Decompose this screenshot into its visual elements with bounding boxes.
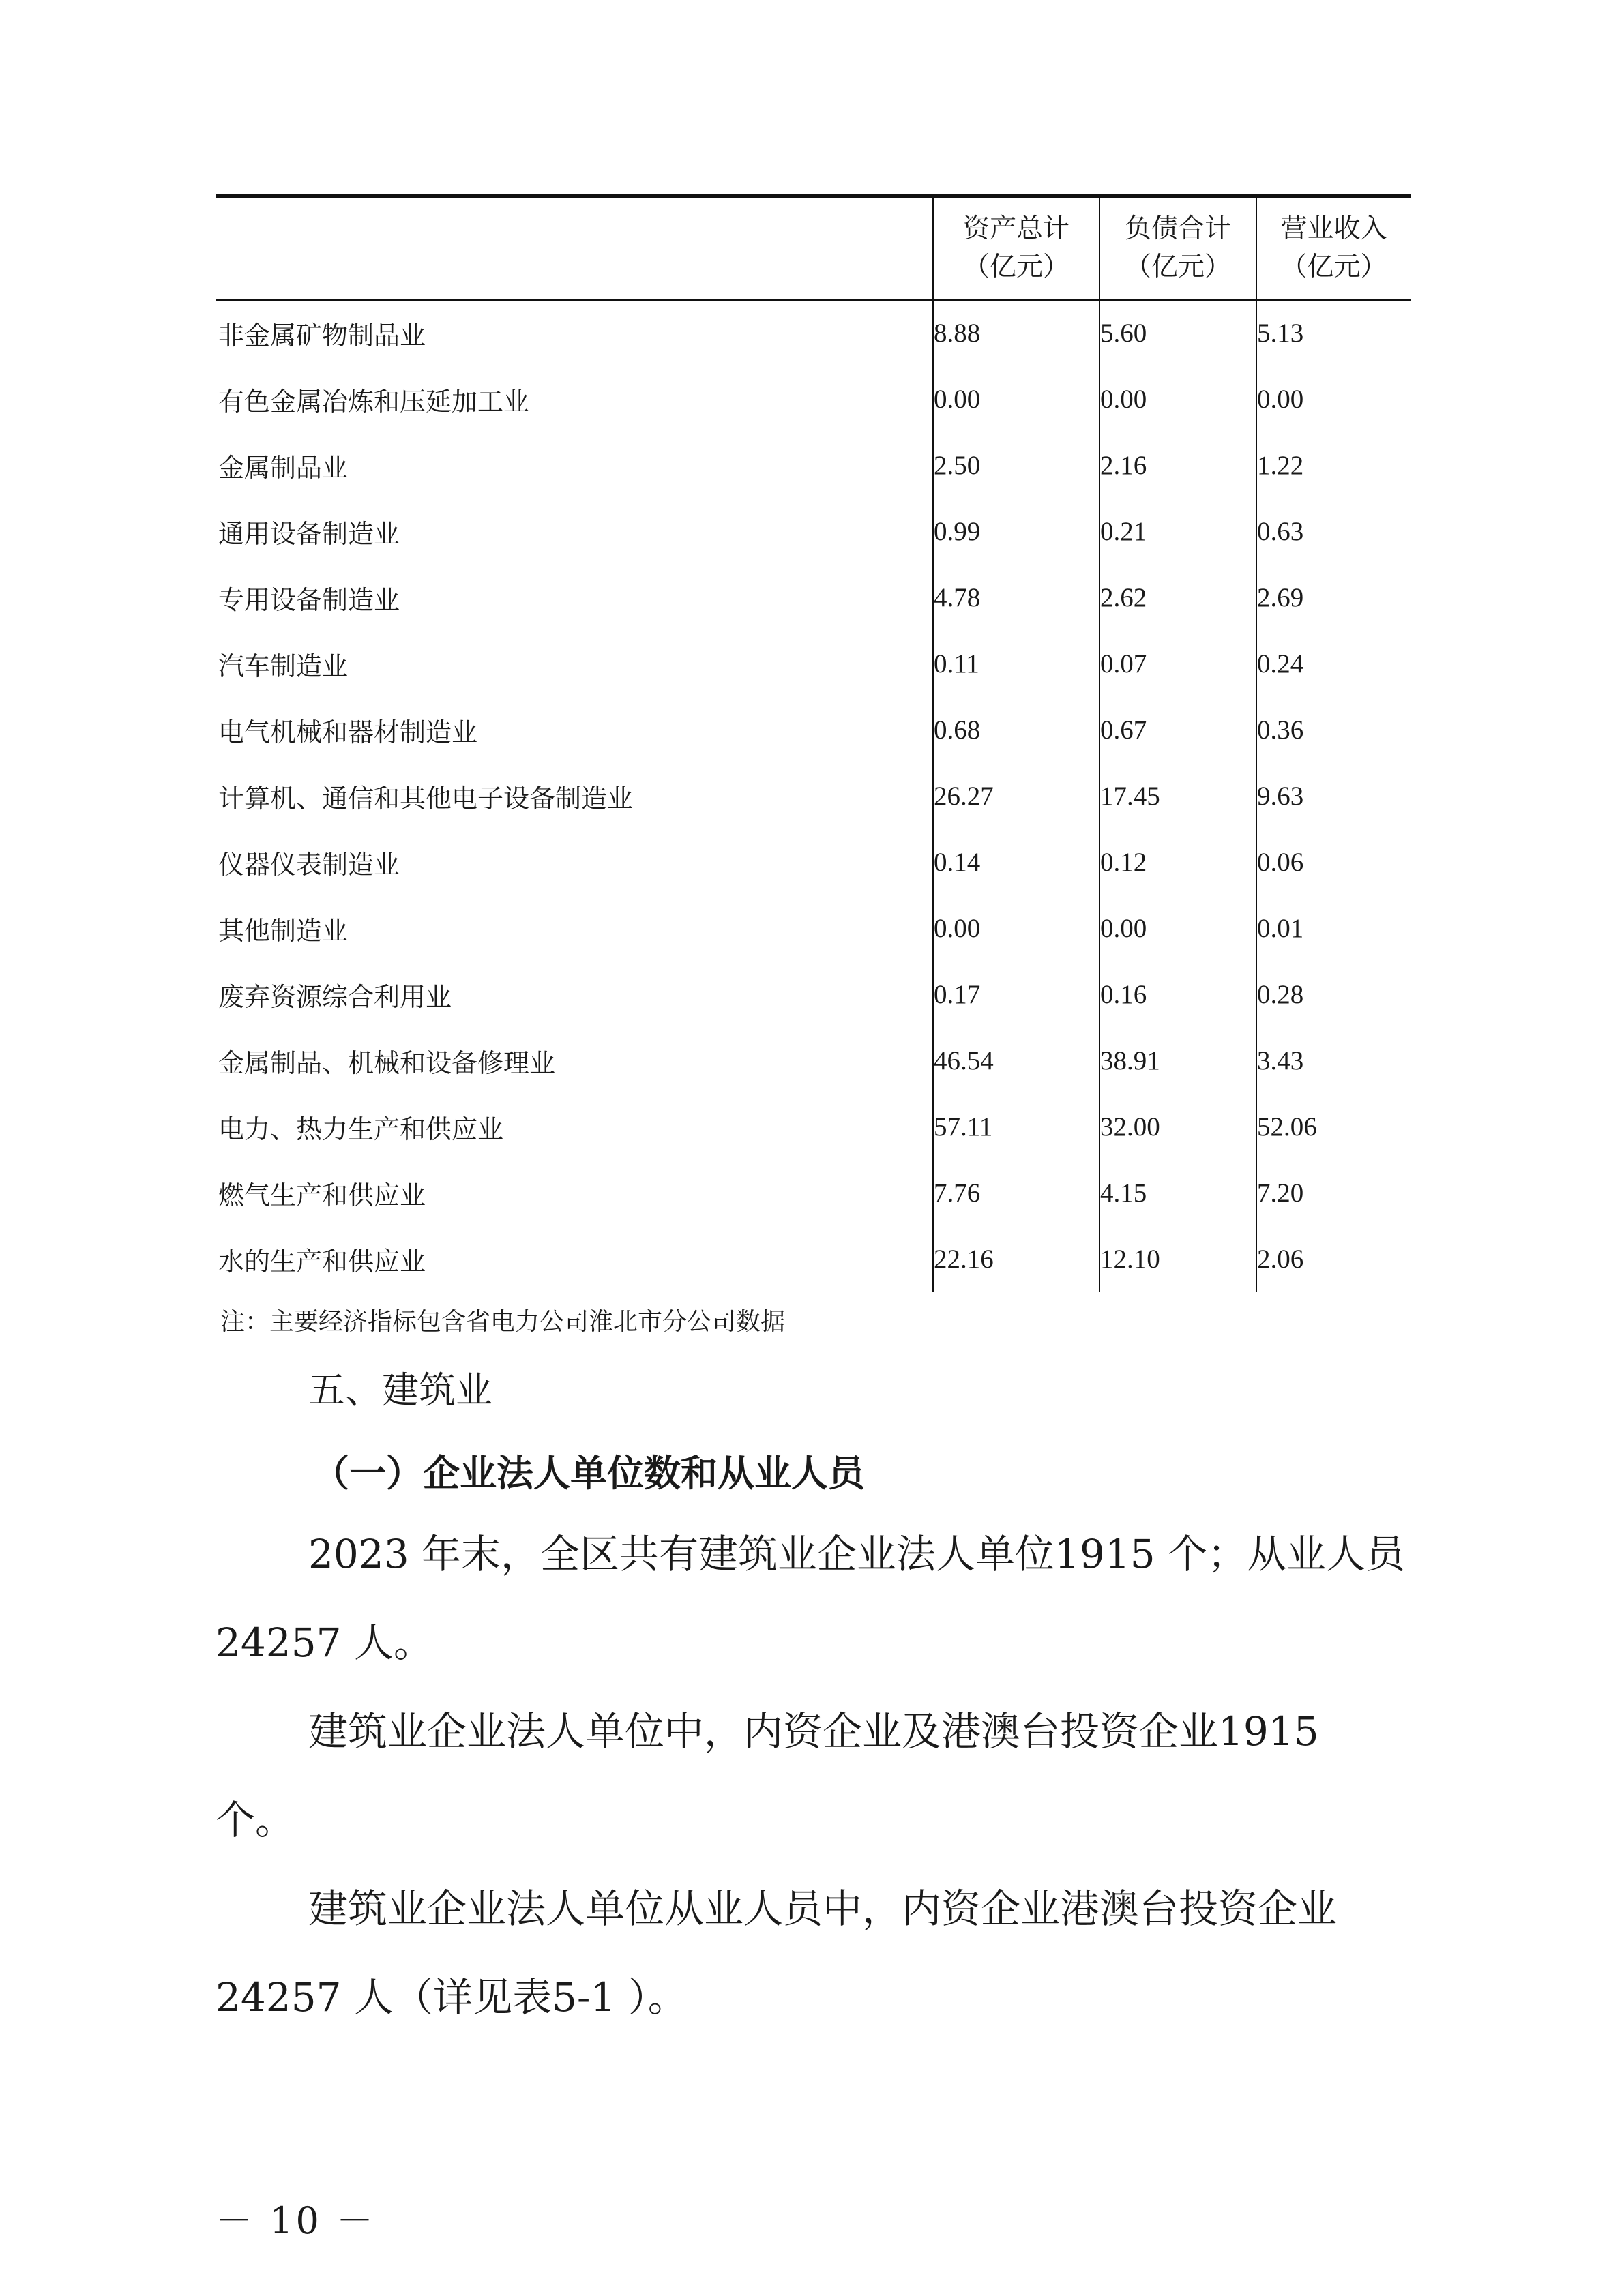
row-liabilities: 0.12 — [1099, 829, 1256, 895]
row-industry: 水的生产和供应业 — [218, 1246, 426, 1277]
row-assets: 4.78 — [933, 565, 1099, 631]
row-liabilities: 0.21 — [1099, 498, 1256, 565]
row-revenue: 0.36 — [1256, 697, 1411, 763]
row-revenue: 2.69 — [1256, 565, 1411, 631]
body-paragraph: 建筑业企业法人单位中，内资企业及港澳台投资企业1915 个。 — [216, 1708, 1319, 1843]
row-industry: 电力、热力生产和供应业 — [218, 1114, 504, 1144]
table-row — [216, 961, 1411, 1028]
row-revenue: 2.06 — [1256, 1226, 1411, 1292]
table-row — [216, 1226, 1411, 1292]
row-revenue: 1.22 — [1256, 432, 1411, 498]
row-industry: 燃气生产和供应业 — [218, 1180, 426, 1210]
row-industry: 汽车制造业 — [218, 651, 349, 681]
row-industry: 专用设备制造业 — [218, 584, 400, 615]
row-revenue: 0.63 — [1256, 498, 1411, 565]
table-row — [216, 498, 1411, 565]
row-industry: 电气机械和器材制造业 — [218, 717, 478, 747]
row-liabilities: 4.15 — [1099, 1160, 1256, 1226]
row-industry: 废弃资源综合利用业 — [218, 981, 452, 1012]
row-assets: 8.88 — [933, 300, 1099, 366]
row-revenue: 0.01 — [1256, 895, 1411, 961]
header-total-assets-unit: （亿元） — [962, 252, 1069, 282]
header-total-assets — [933, 196, 1099, 300]
row-liabilities: 0.00 — [1099, 366, 1256, 432]
row-industry: 金属制品、机械和设备修理业 — [218, 1047, 556, 1078]
row-assets: 46.54 — [933, 1028, 1099, 1094]
row-liabilities: 0.07 — [1099, 631, 1256, 697]
header-total-assets-title: 资产总计 — [962, 213, 1069, 244]
row-liabilities: 17.45 — [1099, 763, 1256, 829]
row-assets: 0.14 — [933, 829, 1099, 895]
table-footnote: 注：主要经济指标包含省电力公司淮北市分公司数据 — [220, 1308, 786, 1336]
table-row — [216, 697, 1411, 763]
row-assets: 0.68 — [933, 697, 1099, 763]
table-row — [216, 895, 1411, 961]
table-row — [216, 829, 1411, 895]
row-assets: 0.11 — [933, 631, 1099, 697]
header-total-liabilities-unit: （亿元） — [1124, 252, 1231, 282]
row-liabilities: 2.16 — [1099, 432, 1256, 498]
row-industry: 其他制造业 — [218, 915, 349, 946]
row-liabilities: 32.00 — [1099, 1094, 1256, 1160]
row-revenue: 3.43 — [1256, 1028, 1411, 1094]
table-row — [216, 432, 1411, 498]
row-revenue: 7.20 — [1256, 1160, 1411, 1226]
row-assets: 26.27 — [933, 763, 1099, 829]
industry-table-container — [216, 194, 1411, 1292]
row-industry: 计算机、通信和其他电子设备制造业 — [218, 783, 634, 814]
table-row — [216, 565, 1411, 631]
row-assets: 0.00 — [933, 366, 1099, 432]
table-row — [216, 300, 1411, 366]
row-assets: 0.17 — [933, 961, 1099, 1028]
row-assets: 2.50 — [933, 432, 1099, 498]
row-revenue: 0.00 — [1256, 366, 1411, 432]
row-assets: 0.00 — [933, 895, 1099, 961]
row-assets: 22.16 — [933, 1226, 1099, 1292]
row-liabilities: 0.00 — [1099, 895, 1256, 961]
table-row — [216, 763, 1411, 829]
row-assets: 7.76 — [933, 1160, 1099, 1226]
row-industry: 金属制品业 — [218, 452, 349, 483]
row-revenue: 0.28 — [1256, 961, 1411, 1028]
page-number: － 10 － — [216, 2199, 377, 2242]
table-row — [216, 366, 1411, 432]
header-industry — [216, 196, 933, 300]
body-paragraph: 2023 年末，全区共有建筑业企业法人单位1915 个；从业人员24257 人。 — [216, 1531, 1406, 1666]
table-body — [216, 300, 1411, 1292]
row-industry: 仪器仪表制造业 — [218, 849, 400, 880]
row-industry: 非金属矿物制品业 — [218, 320, 426, 351]
row-revenue: 52.06 — [1256, 1094, 1411, 1160]
row-revenue: 0.06 — [1256, 829, 1411, 895]
row-assets: 57.11 — [933, 1094, 1099, 1160]
row-industry: 有色金属冶炼和压延加工业 — [218, 386, 530, 417]
table-row — [216, 1094, 1411, 1160]
row-liabilities: 5.60 — [1099, 300, 1256, 366]
header-operating-revenue-unit: （亿元） — [1280, 252, 1387, 282]
row-revenue: 9.63 — [1256, 763, 1411, 829]
header-operating-revenue-title: 营业收入 — [1280, 213, 1387, 244]
industry-economic-indicators-table — [216, 194, 1411, 1292]
row-liabilities: 12.10 — [1099, 1226, 1256, 1292]
row-liabilities: 0.67 — [1099, 697, 1256, 763]
table-row — [216, 631, 1411, 697]
table-row — [216, 1160, 1411, 1226]
row-liabilities: 38.91 — [1099, 1028, 1256, 1094]
row-industry: 通用设备制造业 — [218, 518, 400, 549]
table-header-row — [216, 196, 1411, 300]
header-total-liabilities — [1099, 196, 1256, 300]
table-row — [216, 1028, 1411, 1094]
row-liabilities: 2.62 — [1099, 565, 1256, 631]
header-total-liabilities-title: 负债合计 — [1124, 213, 1231, 244]
row-liabilities: 0.16 — [1099, 961, 1256, 1028]
row-assets: 0.99 — [933, 498, 1099, 565]
row-revenue: 5.13 — [1256, 300, 1411, 366]
section-heading: 五、建筑业 — [308, 1369, 492, 1412]
body-paragraph: 建筑业企业法人单位从业人员中，内资企业港澳台投资企业24257 人（详见表5-1 ）。 — [216, 1885, 1338, 2021]
row-revenue: 0.24 — [1256, 631, 1411, 697]
subsection-heading: （一）企业法人单位数和从业人员 — [312, 1451, 865, 1495]
header-operating-revenue — [1256, 196, 1411, 300]
